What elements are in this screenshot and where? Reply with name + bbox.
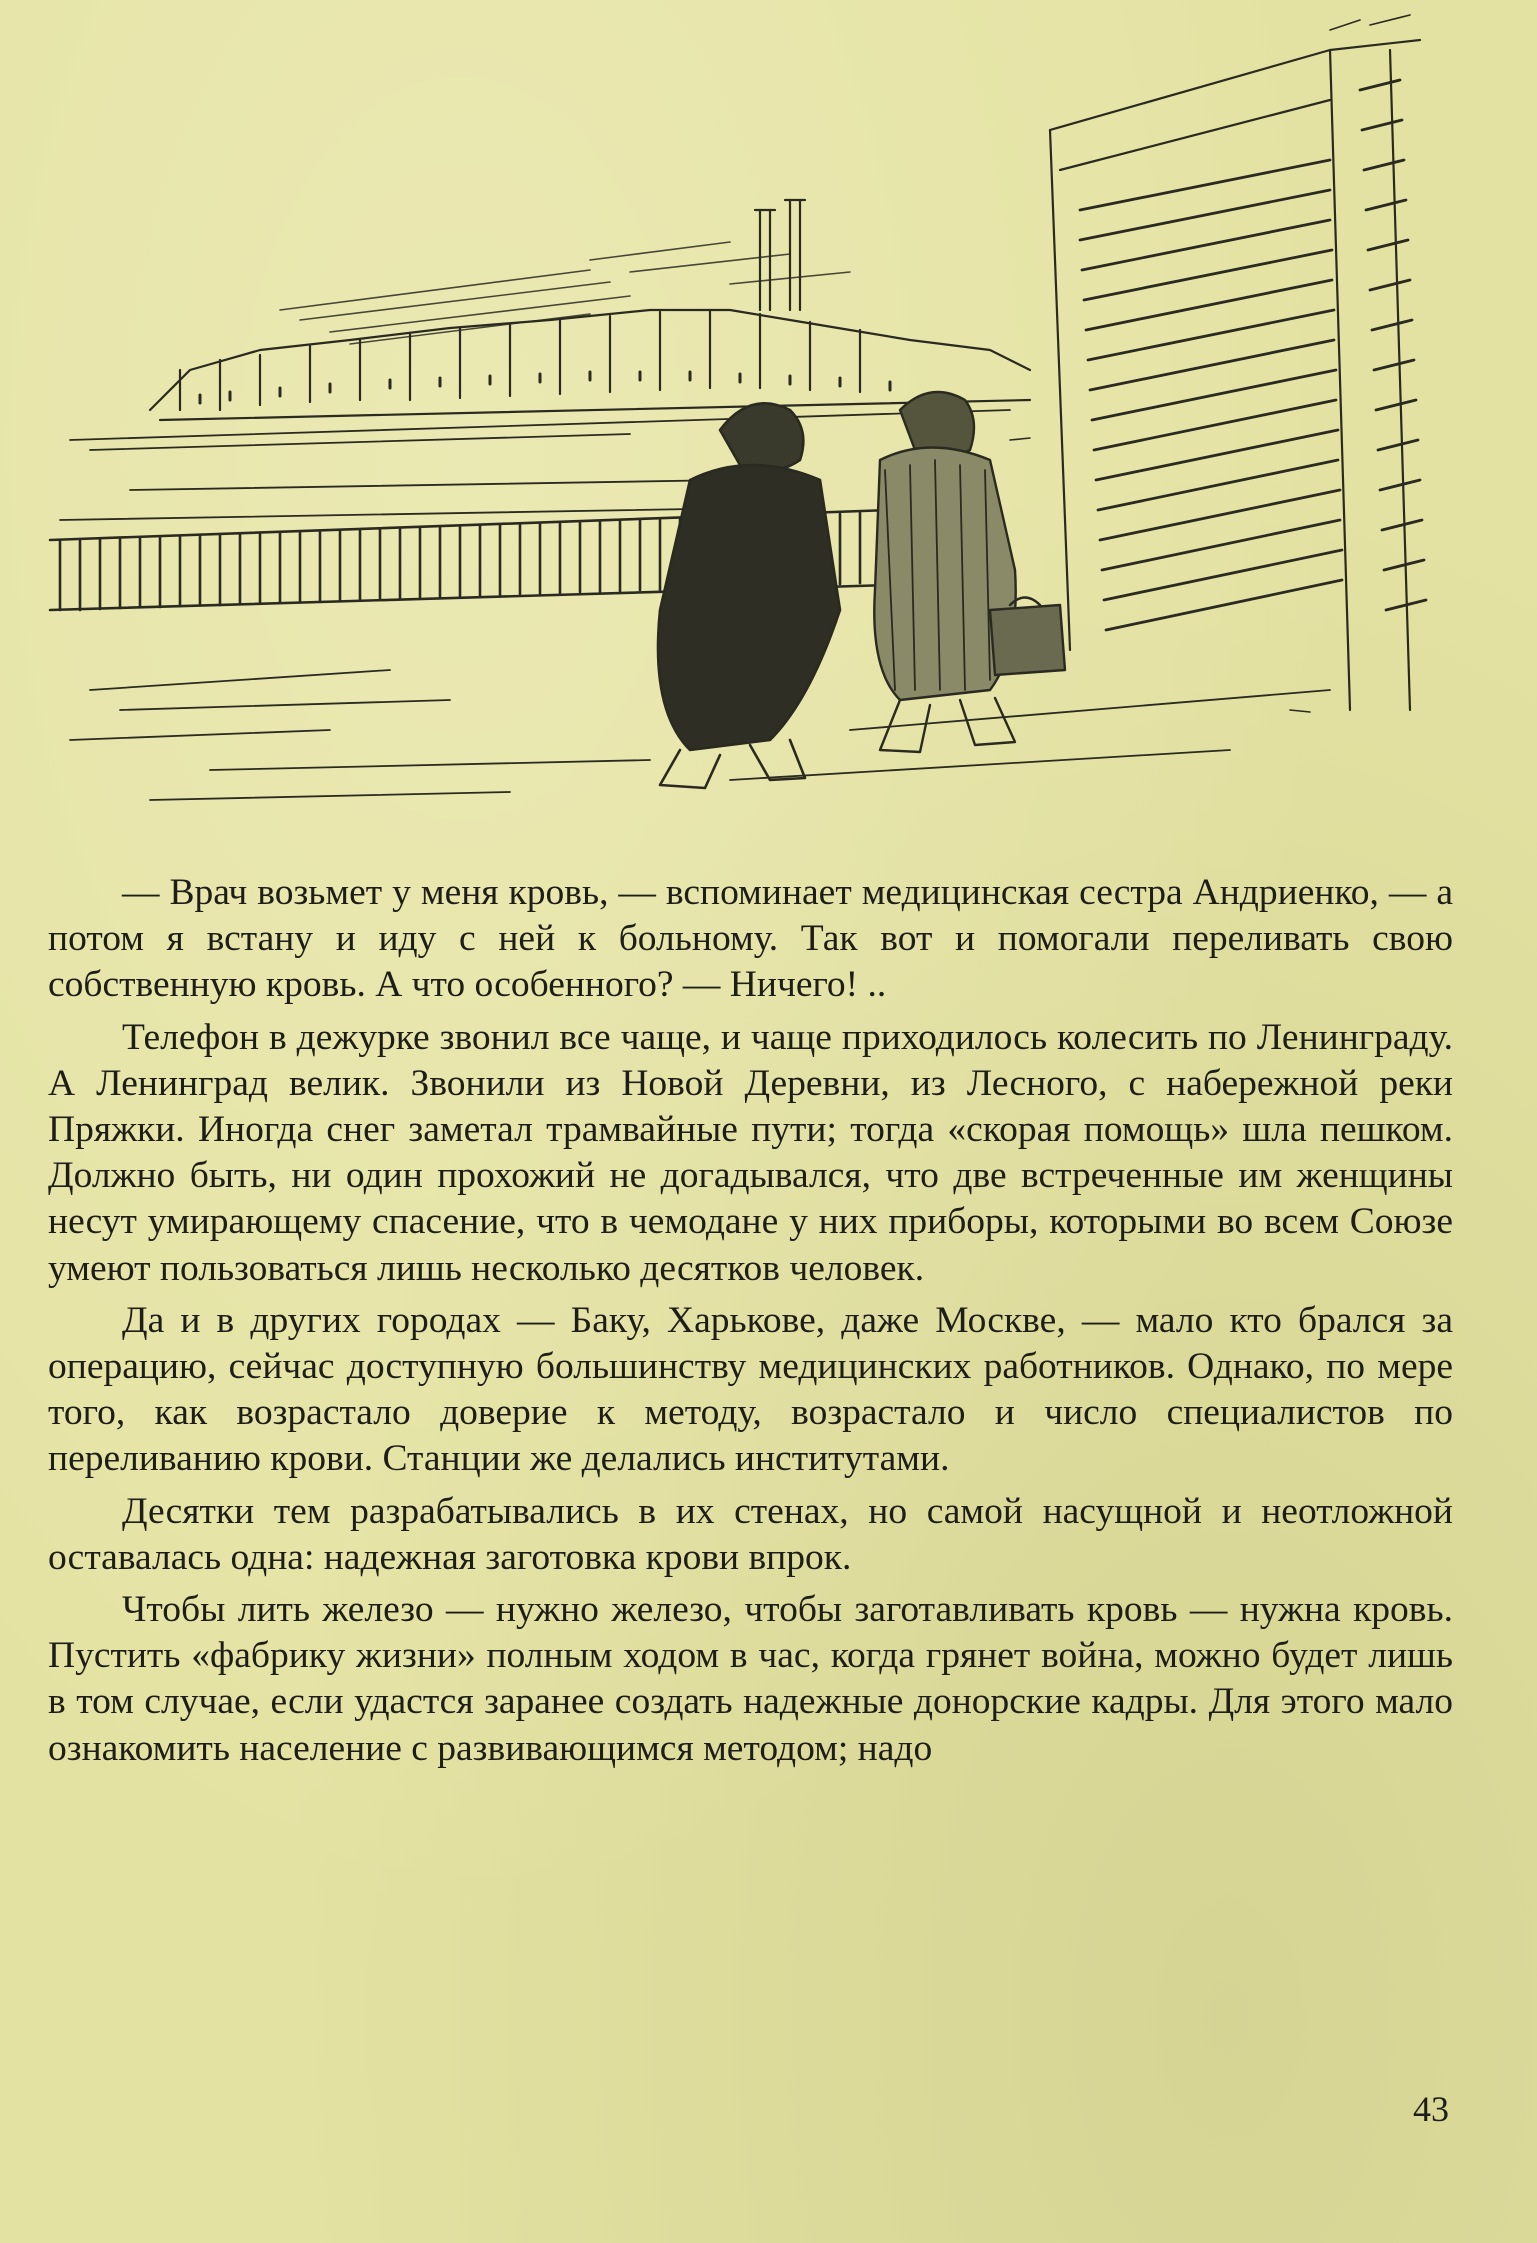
paragraph-2: Телефон в дежурке звонил все чаще, и чаще приходилось колесить по Ленинграду. А Ленинград велик. Звонили из Новой Деревни, из Лесного, с набережной реки Пряжки. Иногда снег заметал трамвайные пути; тогда «скорая помощь» шла пешком. Должно быть, ни один прохожий не догадывался, что две встреченные им женщины несут умирающему спасение, что в чемодане у них приборы, которыми во всем Союзе умеют пользоваться лишь несколько десятков человек. — [48, 1016, 1453, 1289]
paragraph-3: Да и в других городах — Баку, Харькове, даже Москве, — мало кто брался за операцию, сейчас доступную большинству медицинских работников. Однако, по мере того, как возрастало доверие к методу, возрастало и число специалистов по переливанию крови. Станции же делались институтами. — [48, 1299, 1453, 1480]
main-text — [48, 870, 1453, 1772]
page-number: 43 — [1413, 2089, 1449, 2129]
street-scene-illustration-icon — [30, 10, 1460, 810]
paragraph-5: Чтобы лить железо — нужно железо, чтобы заготавливать кровь — нужна кровь. Пустить «фабрику жизни» полным ходом в час, когда грянет война, можно будет лишь в том случае, если удастся заранее создать надежные донорские кадры. Для этого мало ознакомить население с развивающимся методом; надо — [48, 1589, 1453, 1769]
paragraph-1: — Врач возьмет у меня кровь, — вспоминает медицинская сестра Андриенко, — а потом я встану и иду с ней к больному. Так вот и помогали переливать свою собственную кровь. А что особенного? — Ничего! .. — [48, 872, 1453, 1006]
paragraph-4: Десятки тем разрабатывались в их стенах, но самой насущной и неотложной оставалась одна: надежная заготовка крови впрок. — [48, 1490, 1453, 1578]
